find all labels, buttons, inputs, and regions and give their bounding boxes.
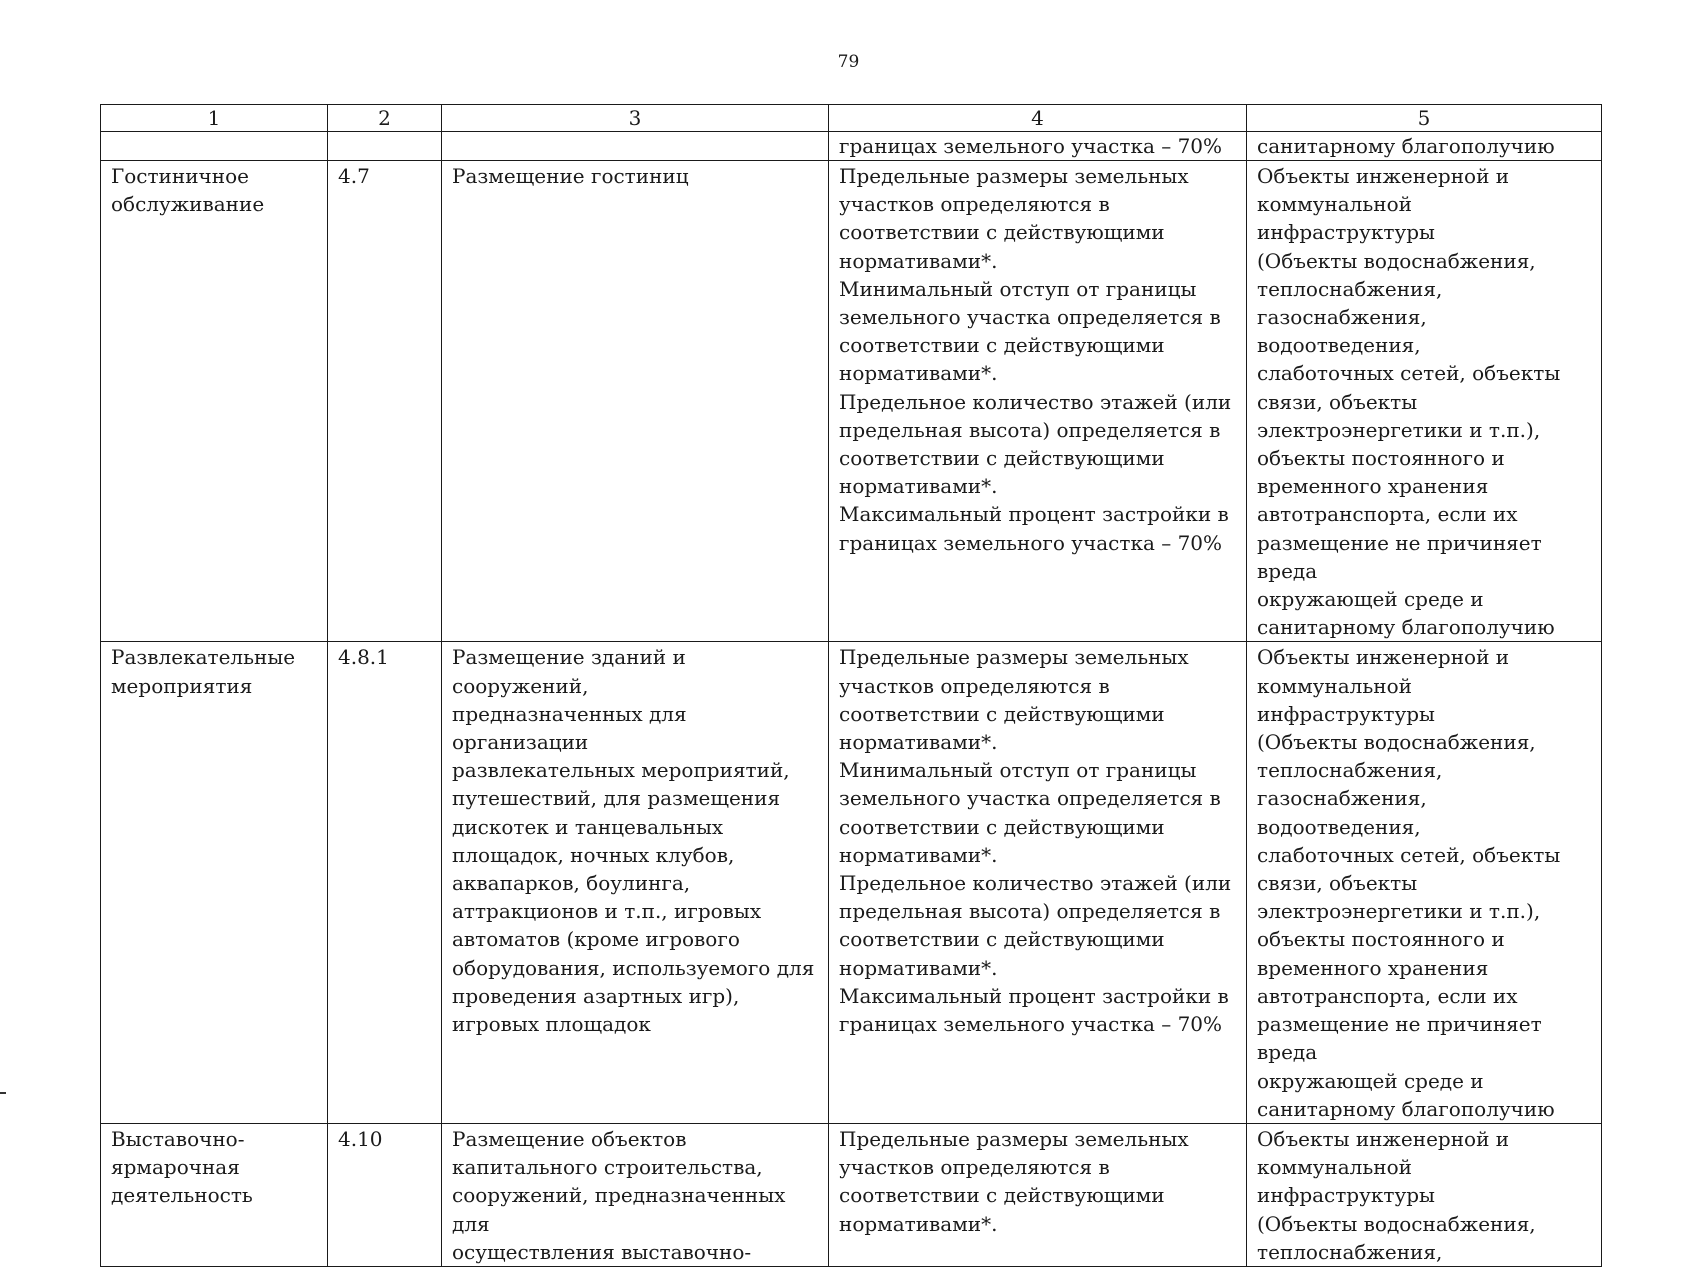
use-type-description: Размещение зданий и сооружений, предназначенных для организации развлекательных мероприятий, путешествий, для размещения дискотек и танцевальных площадок, ночных клубов, аквапарков, боулинга, аттракционов и т.п., игровых автоматов (кроме игрового оборудования, используемого для проведения азартных игр), игровых площадок [442, 642, 829, 1123]
use-type-code: 4.8.1 [328, 642, 442, 1123]
table-cell: границах земельного участка – 70% [829, 132, 1247, 161]
use-type-auxiliary: Объекты инженерной и коммунальной инфраструктуры (Объекты водоснабжения, теплоснабжения, [1247, 1123, 1602, 1266]
use-type-name: Выставочно- ярмарочная деятельность [101, 1123, 328, 1266]
continuation-row [101, 132, 1602, 161]
scan-margin-mark [0, 1092, 6, 1094]
use-type-name: Развлекательные мероприятия [101, 642, 328, 1123]
use-type-code: 4.7 [328, 161, 442, 642]
table-header-row [101, 105, 1602, 132]
use-type-parameters: Предельные размеры земельных участков определяются в соответствии с действующими нормативами*. Минимальный отступ от границы земельного участка определяется в соответствии с действующими нормативами*. Предельное количество этажей (или предельная высота) определяется в соответствии с действующими нормативами*. Максимальный процент застройки в границах земельного участка – 70% [829, 161, 1247, 642]
use-type-code: 4.10 [328, 1123, 442, 1266]
column-header: 2 [328, 105, 442, 132]
use-type-description: Размещение объектов капитального строительства, сооружений, предназначенных для осуществления выставочно- [442, 1123, 829, 1266]
land-use-table [100, 104, 1602, 1267]
column-header: 1 [101, 105, 328, 132]
page-number: 79 [837, 52, 860, 72]
table-cell [442, 132, 829, 161]
column-header: 3 [442, 105, 829, 132]
use-type-auxiliary: Объекты инженерной и коммунальной инфраструктуры (Объекты водоснабжения, теплоснабжения, газоснабжения, водоотведения, слаботочных сетей, объекты связи, объекты электроэнергетики и т.п.), объекты постоянного и временного хранения автотранспорта, если их размещение не причиняет вреда окружающей среде и санитарному благополучию [1247, 161, 1602, 642]
table-cell [328, 132, 442, 161]
table-cell [101, 132, 328, 161]
use-type-parameters: Предельные размеры земельных участков определяются в соответствии с действующими нормативами*. Минимальный отступ от границы земельного участка определяется в соответствии с действующими нормативами*. Предельное количество этажей (или предельная высота) определяется в соответствии с действующими нормативами*. Максимальный процент застройки в границах земельного участка – 70% [829, 642, 1247, 1123]
table-row [101, 642, 1602, 1123]
table-row [101, 1123, 1602, 1266]
column-header: 4 [829, 105, 1247, 132]
table-cell: санитарному благополучию [1247, 132, 1602, 161]
use-type-parameters: Предельные размеры земельных участков определяются в соответствии с действующими нормативами*. [829, 1123, 1247, 1266]
table-row [101, 161, 1602, 642]
column-header: 5 [1247, 105, 1602, 132]
use-type-description: Размещение гостиниц [442, 161, 829, 642]
use-type-name: Гостиничное обслуживание [101, 161, 328, 642]
use-type-auxiliary: Объекты инженерной и коммунальной инфраструктуры (Объекты водоснабжения, теплоснабжения, газоснабжения, водоотведения, слаботочных сетей, объекты связи, объекты электроэнергетики и т.п.), объекты постоянного и временного хранения автотранспорта, если их размещение не причиняет вреда окружающей среде и санитарному благополучию [1247, 642, 1602, 1123]
